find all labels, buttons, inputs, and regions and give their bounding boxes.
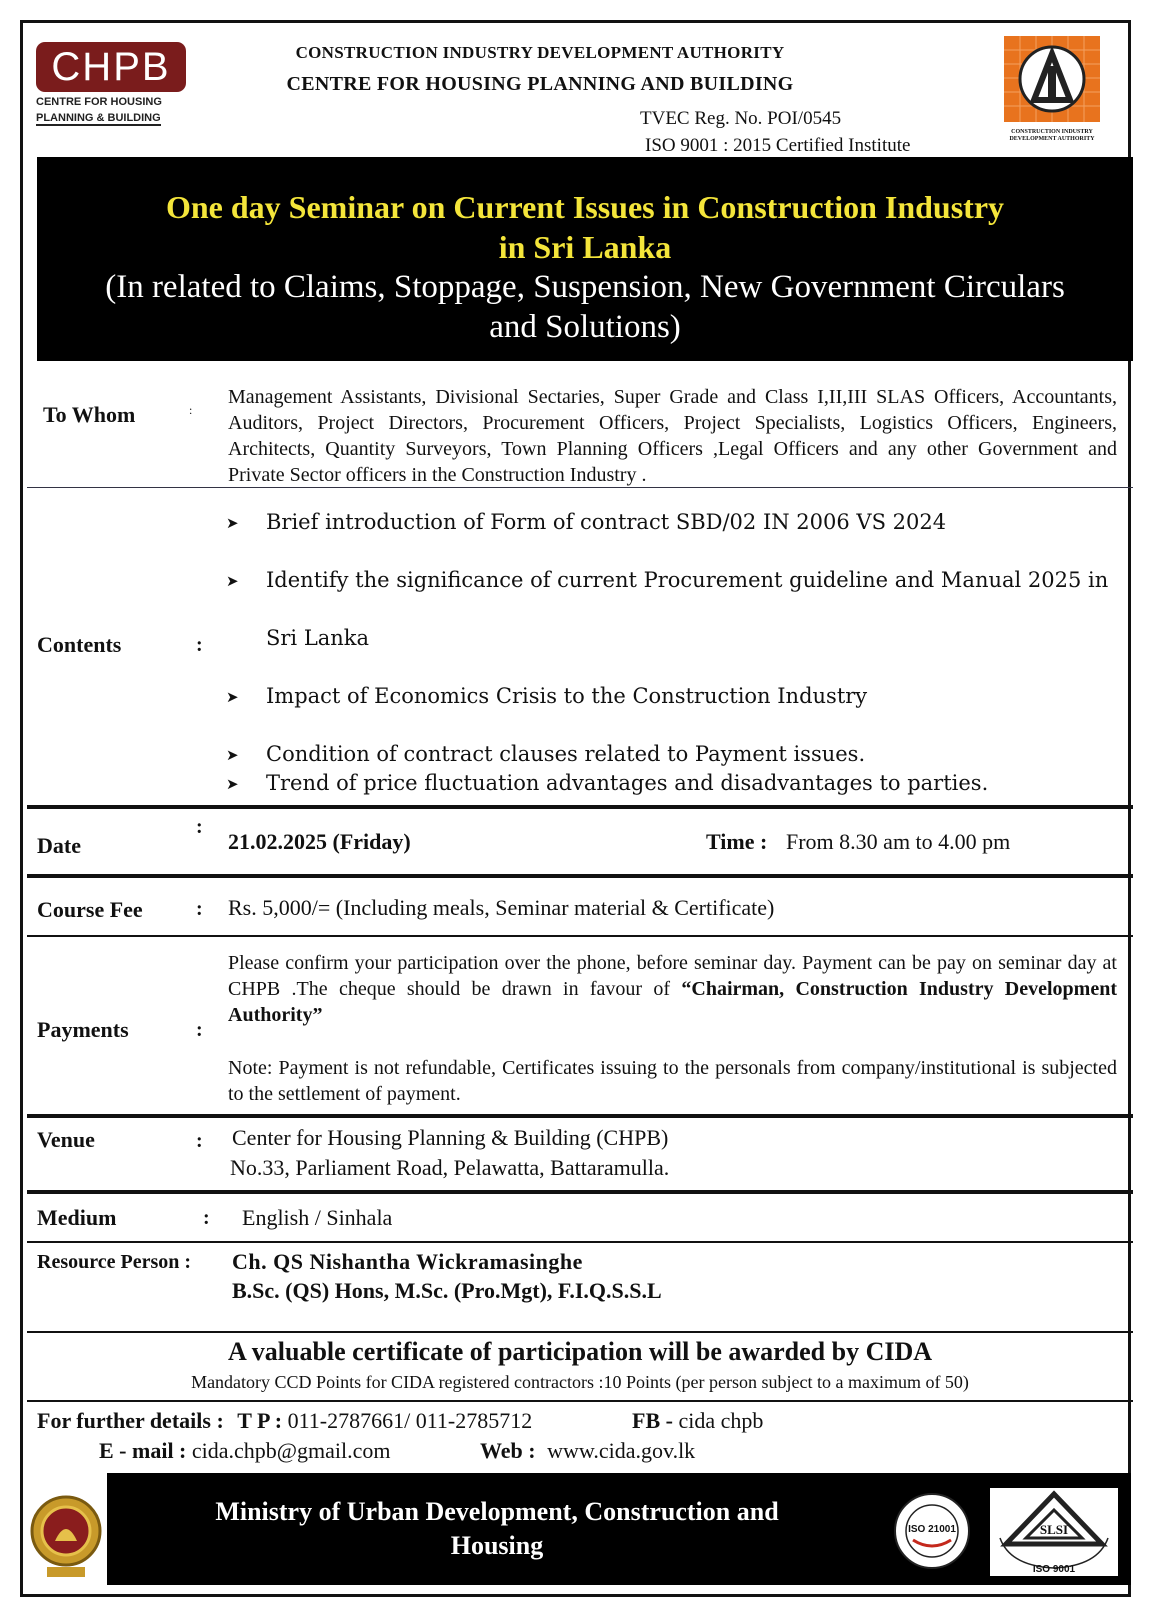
divider bbox=[27, 805, 1133, 809]
course-fee-value: Rs. 5,000/= (Including meals, Seminar material & Certificate) bbox=[228, 895, 775, 920]
payments-payee: “Chairman, Construction Industry Development Authority” bbox=[228, 978, 1117, 1026]
slsi-iso-9001-badge bbox=[990, 1488, 1118, 1576]
resource-person-name: Ch. QS Nishantha Wickramasinghe bbox=[232, 1249, 583, 1274]
divider bbox=[27, 874, 1133, 878]
time-label: Time : bbox=[706, 829, 768, 854]
seminar-title-1: One day Seminar on Current Issues in Construction Industry bbox=[165, 189, 1005, 225]
to-whom-label: To Whom bbox=[43, 402, 136, 427]
seminar-title-2: in Sri Lanka bbox=[498, 229, 672, 265]
date-value: 21.02.2025 (Friday) bbox=[228, 829, 411, 854]
resource-person-qualifications: B.Sc. (QS) Hons, M.Sc. (Pro.Mgt), F.I.Q.S.S.L bbox=[232, 1278, 662, 1303]
certificate-subtitle: Mandatory CCD Points for CIDA registered contractors :10 Points (per person subject to a maximum of 50) bbox=[191, 1372, 969, 1392]
fb-contact bbox=[632, 1408, 763, 1434]
iso-21001-text: ISO 21001 bbox=[908, 1524, 956, 1535]
time-value: From 8.30 am to 4.00 pm bbox=[786, 829, 1011, 854]
slsi-text: SLSI bbox=[1039, 1522, 1069, 1537]
venue-line1: Center for Housing Planning & Building (CHPB) bbox=[232, 1125, 669, 1150]
medium-value: English / Sinhala bbox=[242, 1205, 393, 1230]
chpb-logo bbox=[36, 42, 192, 132]
email-value[interactable]: cida.chpb@gmail.com bbox=[191, 1438, 391, 1463]
ministry-name bbox=[167, 1495, 827, 1563]
payments-note: Note: Payment is not refundable, Certificates issuing to the personals from company/institutional is subjected to the settlement of payment. bbox=[228, 1057, 1117, 1105]
venue-label: Venue bbox=[37, 1127, 95, 1152]
chpb-logo-text: CHPB bbox=[36, 42, 186, 92]
divider bbox=[27, 1190, 1133, 1194]
org-name-line1: CONSTRUCTION INDUSTRY DEVELOPMENT AUTHORITY bbox=[295, 43, 785, 62]
email-label: E - mail : bbox=[99, 1438, 187, 1463]
ministry-line2: Housing bbox=[450, 1531, 544, 1560]
tvec-reg: TVEC Reg. No. POI/0545 bbox=[640, 108, 842, 129]
payments-text-plain: Please confirm your participation over the phone, before seminar day. Payment can be pay on seminar day at CHPB .The cheque should be drawn in favour of bbox=[228, 952, 1117, 1000]
contents-colon: : bbox=[196, 634, 203, 656]
iso-cert: ISO 9001 : 2015 Certified Institute bbox=[645, 135, 911, 156]
course-fee-label: Course Fee bbox=[37, 897, 143, 922]
org-name-line2: CENTRE FOR HOUSING PLANNING AND BUILDING bbox=[286, 73, 794, 95]
iso-21001-badge bbox=[893, 1492, 971, 1570]
venue-colon: : bbox=[196, 1130, 203, 1152]
seminar-subtitle-1: (In related to Claims, Stoppage, Suspension, New Government Circulars bbox=[105, 269, 1065, 305]
medium-label: Medium bbox=[37, 1205, 117, 1230]
iso-21001-icon bbox=[893, 1492, 971, 1570]
chpb-logo-sub1: CENTRE FOR HOUSING bbox=[36, 96, 162, 108]
tp-value: 011-2787661/ 011-2785712 bbox=[287, 1408, 533, 1433]
contents-label: Contents bbox=[37, 632, 122, 657]
medium-colon: : bbox=[203, 1207, 210, 1229]
fb-value: cida chpb bbox=[678, 1408, 764, 1433]
to-whom-colon: : bbox=[189, 403, 193, 417]
divider bbox=[27, 935, 1133, 937]
web-value[interactable]: www.cida.gov.lk bbox=[547, 1438, 696, 1463]
resource-person-label: Resource Person : bbox=[37, 1251, 192, 1273]
to-whom-text: Management Assistants, Divisional Sectaries, Super Grade and Class I,II,III SLAS Officers, Accountants, Auditors, Project Directors, Procurement Officers, Project Specialists, Logistics Officers, Engineers, Architects, Quantity Surveyors, Town Planning Officers ,Legal Officers and any other Government and Private Sector officers in the Construction Industry . bbox=[228, 386, 1117, 486]
tp-label: T P : bbox=[237, 1408, 283, 1433]
venue-line2: No.33, Parliament Road, Pelawatta, Battaramulla. bbox=[230, 1155, 670, 1180]
web-label: Web : bbox=[480, 1438, 536, 1463]
seminar-subtitle-2: and Solutions) bbox=[489, 309, 681, 345]
ministry-line1: Ministry of Urban Development, Construction and bbox=[215, 1497, 779, 1526]
web-contact bbox=[480, 1438, 695, 1464]
course-fee-colon: : bbox=[196, 898, 203, 920]
sri-lanka-emblem-icon bbox=[25, 1487, 107, 1583]
divider bbox=[27, 1400, 1133, 1402]
payments-text bbox=[228, 950, 1117, 1028]
divider bbox=[27, 1114, 1133, 1118]
fb-label: FB - bbox=[632, 1408, 673, 1433]
cida-logo-caption: CONSTRUCTION INDUSTRY DEVELOPMENT AUTHORITY bbox=[1009, 129, 1095, 142]
payments-colon: : bbox=[196, 1019, 203, 1041]
contact-line1 bbox=[37, 1408, 532, 1434]
divider bbox=[27, 1241, 1133, 1243]
further-details-label: For further details : bbox=[37, 1408, 224, 1433]
sri-lanka-emblem bbox=[25, 1487, 107, 1583]
certificate-title: A valuable certificate of participation will be awarded by CIDA bbox=[227, 1337, 933, 1366]
divider bbox=[27, 1331, 1133, 1333]
ministry-footer bbox=[107, 1473, 1131, 1585]
title-banner bbox=[37, 157, 1133, 361]
chpb-logo-sub2: PLANNING & BUILDING bbox=[36, 112, 161, 124]
date-label: Date bbox=[37, 833, 81, 858]
slsi-iso-text: ISO 9001 bbox=[1032, 1564, 1076, 1575]
date-colon: : bbox=[196, 816, 203, 838]
cida-logo-icon bbox=[1004, 36, 1100, 122]
cida-logo bbox=[1004, 36, 1100, 144]
email-contact bbox=[99, 1438, 391, 1464]
divider bbox=[27, 487, 1133, 488]
payments-label: Payments bbox=[37, 1017, 129, 1042]
slsi-icon bbox=[990, 1488, 1118, 1576]
